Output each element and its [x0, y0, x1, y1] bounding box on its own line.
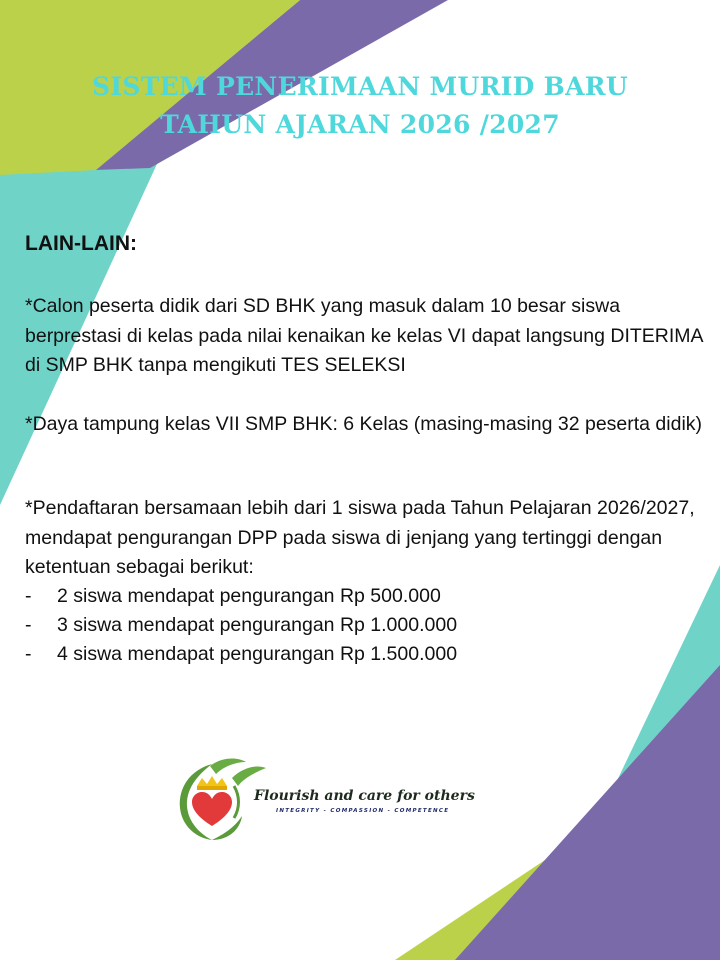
list-item-text: 3 siswa mendapat pengurangan Rp 1.000.000 [57, 614, 458, 636]
heart-icon [192, 792, 232, 826]
paragraph-top-students: *Calon peserta didik dari SD BHK yang masuk dalam 10 besar siswa berprestasi di kelas pada nilai kenaikan ke kelas VI dapat langsung DITERIMA di SMP BHK tanpa mengikuti TES SELEKSI [25, 295, 703, 376]
paragraph-class-capacity: *Daya tampung kelas VII SMP BHK: 6 Kelas (masing-masing 32 peserta didik) [25, 413, 703, 435]
list-item [25, 582, 685, 612]
page-title-line-2: TAHUN AJARAN 2026 /2027 [160, 110, 560, 139]
bullet-dash: - [25, 643, 32, 665]
list-item [25, 611, 685, 641]
crown-icon [197, 776, 227, 790]
list-item-text: 2 siswa mendapat pengurangan Rp 500.000 [57, 585, 441, 607]
bullet-dash: - [25, 585, 32, 607]
list-item-text: 4 siswa mendapat pengurangan Rp 1.500.000 [57, 643, 458, 665]
paragraph-sibling-discount: *Pendaftaran bersamaan lebih dari 1 siswa pada Tahun Pelajaran 2026/2027, mendapat pengurangan DPP pada siswa di jenjang yang tertinggi dengan ketentuan sebagai berikut: [25, 497, 695, 578]
section-heading: LAIN-LAIN: [25, 232, 137, 255]
list-item [25, 640, 685, 670]
logo-values: INTEGRITY - COMPASSION - COMPETENCE [276, 808, 450, 814]
logo-slogan: Flourish and care for others [254, 788, 475, 804]
page-title-line-1: SISTEM PENERIMAAN MURID BARU [92, 72, 628, 101]
bullet-dash: - [25, 614, 32, 636]
